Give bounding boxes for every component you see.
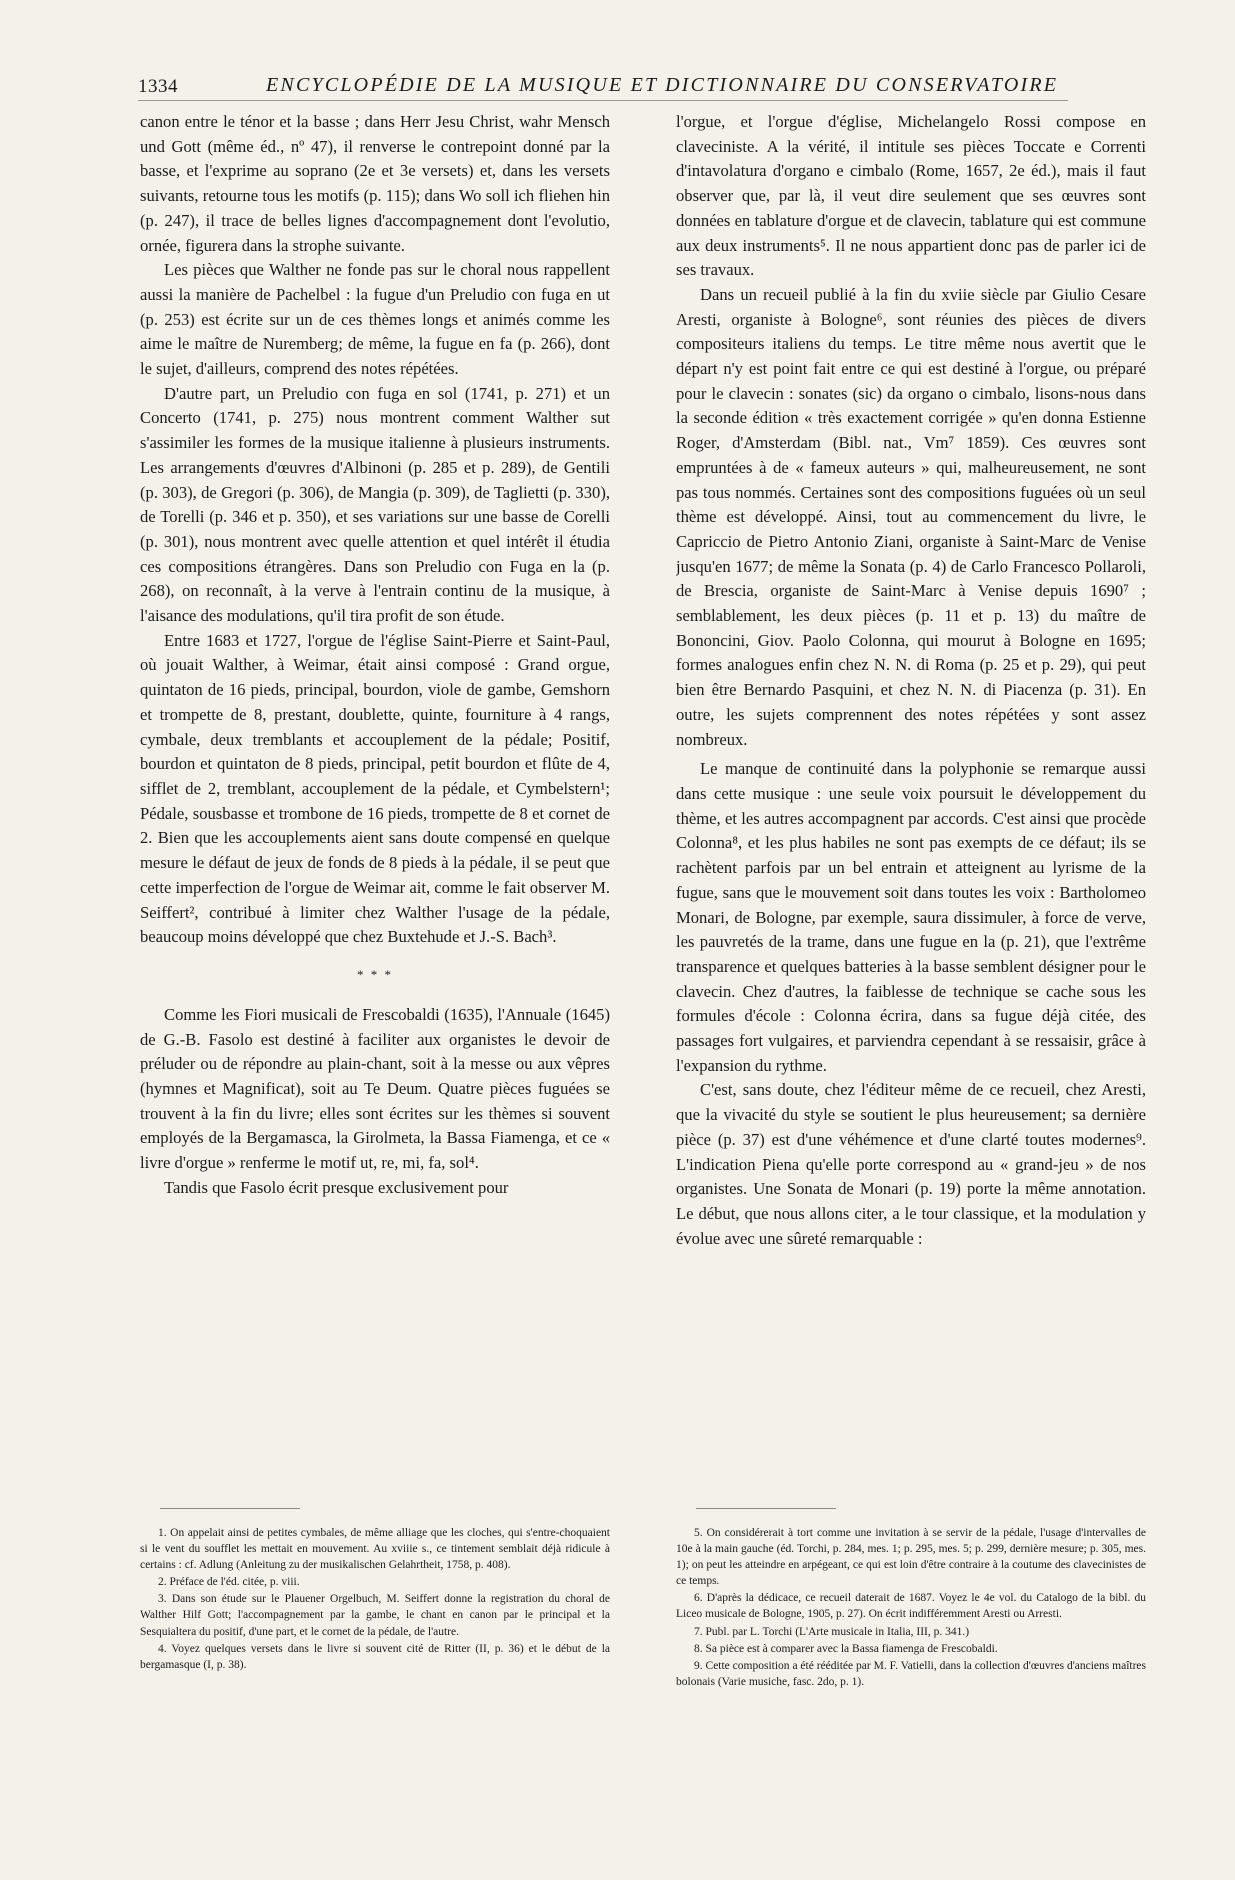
paragraph: Tandis que Fasolo écrit presque exclusivement pour [164, 1177, 509, 1197]
left-footnotes [140, 1525, 610, 1769]
paragraph: canon entre le ténor et la basse ; dans Herr Jesu Christ, wahr Mensch und Gott (même éd., nº 47), il renverse le contrepoint donné par la basse, et l'exprime au soprano (2e et 3e versets) et, dans les versets suivants, retourne tous les motifs (p. 115); dans Wo soll ich fliehen hin (p. 247), il trace de belles lignes d'accompagnement dont l'evolutio, ornée, figurera dans la strophe suivante. [140, 112, 610, 255]
running-title: ENCYCLOPÉDIE DE LA MUSIQUE ET DICTIONNAIRE DU CONSERVATOIRE [266, 74, 1059, 96]
footnote: 9. Cette composition a été rééditée par M. F. Vatielli, dans la collection d'œuvres d'anciens maîtres bolonais (Varie musiche, fasc. 2do, p. 1). [676, 1659, 1146, 1688]
paragraph: l'orgue, et l'orgue d'église, Michelangelo Rossi compose en claveciniste. A la vérité, il intitule ses pièces Toccate e Correnti d'intavolatura d'organo e cimbalo (Rome, 1657, 2e éd.), mais il faut observer que, par là, il veut dire seulement que ses œuvres sont données en tablature d'orgue et de clavecin, tablature qui est commune aux deux instruments⁵. Il ne nous appartient donc pas de parler ici de ses travaux. [676, 112, 1146, 280]
footnote: 4. Voyez quelques versets dans le livre si souvent cité de Ritter (II, p. 36) et le début de la bergamasque (I, p. 38). [140, 1642, 610, 1671]
right-footnotes [676, 1525, 1146, 1769]
left-column-text [140, 110, 610, 1508]
right-column [676, 110, 1146, 1769]
page-header [138, 74, 1068, 101]
footnote: 1. On appelait ainsi de petites cymbales, de même alliage que les cloches, qui s'entre-choquaient si le vent du soufflet les mettait en mouvement. Au xviiie s., ce tintement semblait déjà ridicule à certains : cf. Adlung (Anleitung zu der musikalischen Gelahrtheit, 1758, p. 408). [140, 1527, 610, 1572]
paragraph: Les pièces que Walther ne fonde pas sur le choral nous rappellent aussi la manière de Pachelbel : la fugue d'un Preludio con fuga en ut (p. 253) est écrite sur un de ces thèmes longs et animés comme les aime le maître de Nuremberg; de même, la fugue en fa (p. 266), dont le sujet, d'ailleurs, comprend des notes répétées. [140, 260, 610, 379]
paragraph: Dans un recueil publié à la fin du xviie siècle par Giulio Cesare Aresti, organiste à Bologne⁶, sont réunies des pièces de divers compositeurs italiens du temps. Le titre même nous avertit que le départ n'y est point fait entre ce qui est destiné à l'orgue, ou préparé pour le clavecin : sonates (sic) da organo o cimbalo, lisons-nous dans la seconde édition « très exactement corrigée » qu'en donna Estienne Roger, d'Amsterdam (Bibl. nat., Vm⁷ 1859). Ces œuvres sont empruntées à de « fameux auteurs » qui, malheureusement, ne sont pas tous nommés. Certaines sont des compositions fuguées où un seul thème est développé. Ainsi, tout au commencement du livre, le Capriccio de Pietro Antonio Ziani, organiste à Saint-Marc de Venise jusqu'en 1677; de même la Sonata (p. 4) de Carlo Francesco Pollaroli, de Brescia, organiste de Saint-Marc à Venise depuis 1690⁷ ; semblablement, les deux pièces (p. 11 et p. 13) du maître de Bononcini, Giov. Paolo Colonna, qui mourut à Bologne en 1695; formes analogues enfin chez N. N. di Roma (p. 25 et p. 29), qui peut bien être Bernardo Pasquini, et chez N. N. di Piacenza (p. 31). En outre, les sujets comprennent des notes répétées y sont assez nombreux. [676, 284, 1146, 749]
footnote: 7. Publ. par L. Torchi (L'Arte musicale in Italia, III, p. 341.) [694, 1625, 970, 1638]
paragraph: Entre 1683 et 1727, l'orgue de l'église Saint-Pierre et Saint-Paul, où jouait Walther, à Weimar, était ainsi composé : Grand orgue, quintaton de 16 pieds, principal, bourdon, viole de gambe, Gemshorn et trompette de 8, prestant, doublette, quinte, fourniture à 4 rangs, cymbale, deux tremblants et accouplement de la pédale; Positif, bourdon et quintaton de 8 pieds, principal, petit bourdon et flûte de 4, sifflet de 2, tremblant, accouplement de la pédale, et Cymbelstern¹; Pédale, sousbasse et trombone de 16 pieds, trompette de 8 et cornet de 2. Bien que les accouplements aient sans doute compensé en quelque mesure le défaut de jeux de fonds de 8 pieds à la pédale, il se peut que cette imperfection de l'orgue de Weimar ait, comme le fait observer M. Seiffert², contribué à limiter chez Walther l'usage de la pédale, beaucoup moins développé que chez Buxtehude et J.-S. Bach³. [140, 630, 610, 947]
footnote: 8. Sa pièce est à comparer avec la Bassa fiamenga de Frescobaldi. [694, 1642, 998, 1655]
footnote: 6. D'après la dédicace, ce recueil daterait de 1687. Voyez le 4e vol. du Catalogo de la bibl. du Liceo musicale de Bologne, 1905, p. 27). On écrit indifféremment Aresti ou Arresti. [676, 1592, 1146, 1621]
paragraph: Le manque de continuité dans la polyphonie se remarque aussi dans cette musique : une seule voix poursuit le développement du thème, et les autres accompagnent par accords. C'est ainsi que procède Colonna⁸, et les plus habiles ne sont pas exempts de ce défaut; ils se rachètent parfois par un bel entrain et atteignent au lyrisme de la fugue, sans que le mouvement soit dans toutes les voix : Bartholomeo Monari, de Bologne, par exemple, saura dissimuler, à force de verve, les pauvretés de la trame, dans une fugue en la (p. 21), que l'extrême transparence et quelques batteries à la basse semblent désigner pour le clavecin. Chez d'autres, la faiblesse de technique se cache sous les formules d'école : Colonna écrira, dans sa fugue déjà citée, des passages fort vulgaires, et parviendra cependant à se ressaisir, grâce à l'expansion du rythme. [676, 759, 1146, 1075]
section-asterism: * * * [357, 966, 393, 982]
footnote: 2. Préface de l'éd. citée, p. viii. [158, 1576, 300, 1589]
paragraph: D'autre part, un Preludio con fuga en sol (1741, p. 271) et un Concerto (1741, p. 275) nous montrent comment Walther sut s'assimiler les formes de la musique italienne à plusieurs instruments. Les arrangements d'œuvres d'Albinoni (p. 285 et p. 289), de Gentili (p. 303), de Gregori (p. 306), de Mangia (p. 309), de Taglietti (p. 330), de Torelli (p. 346 et p. 350), et ses variations sur une basse de Corelli (p. 301), nous montrent avec quelle attention et quel intérêt il étudia ces compositions étrangères. Dans son Preludio con Fuga en la (p. 268), on reconnaît, à la verve à l'entrain continu de la musique, à l'aisance des modulations, qu'il tira profit de son étude. [140, 383, 610, 626]
right-column-text [676, 110, 1146, 1508]
page-number: 1334 [138, 76, 178, 97]
paragraph: Comme les Fiori musicali de Frescobaldi (1635), l'Annuale (1645) de G.-B. Fasolo est destiné à faciliter aux organistes le devoir de préluder ou de répondre au plain-chant, soit à la messe ou aux vêpres (hymnes et Magnificat), soit au Te Deum. Quatre pièces fuguées se trouvent à la fin du livre; elles sont écrites sur les thèmes si souvent employés de la Bergamasca, la Girolmeta, la Bassa Fiamenga, et ce « livre d'orgue » renferme le motif ut, re, mi, fa, sol⁴. [140, 1004, 610, 1173]
paragraph: C'est, sans doute, chez l'éditeur même de ce recueil, chez Aresti, que la vivacité du style se soutient le plus heureusement; sa dernière pièce (p. 37) est d'une véhémence et d'une clarté toutes modernes⁹. L'indication Piena qu'elle porte correspond au « grand-jeu » de nos organistes. Une Sonata de Monari (p. 19) porte la même annotation. Le début, que nous allons citer, a le tour classique, et la modulation y évolue avec une sûreté remarquable : [676, 1080, 1146, 1248]
footnote: 5. On considérerait à tort comme une invitation à se servir de la pédale, l'usage d'intervalles de 10e à la main gauche (éd. Torchi, p. 284, mes. 1; p. 295, mes. 5; p. 299, dernière mesure; p. 305, mes. 1); on peut les atteindre en arpégeant, ce qui est loin d'être contraire à la coutume des clavecinistes de ce temps. [676, 1527, 1146, 1588]
footnote-rule [160, 1508, 300, 1509]
footnote: 3. Dans son étude sur le Plauener Orgelbuch, M. Seiffert donne la registration du choral de Walther Hilf Gott; l'accompagnement par la gambe, le chant en canon par le principal et la Sesquialtera du positif, d'une part, et le cornet de la pédale, de l'autre. [140, 1593, 610, 1638]
left-column [140, 110, 610, 1769]
footnote-rule [696, 1508, 836, 1509]
